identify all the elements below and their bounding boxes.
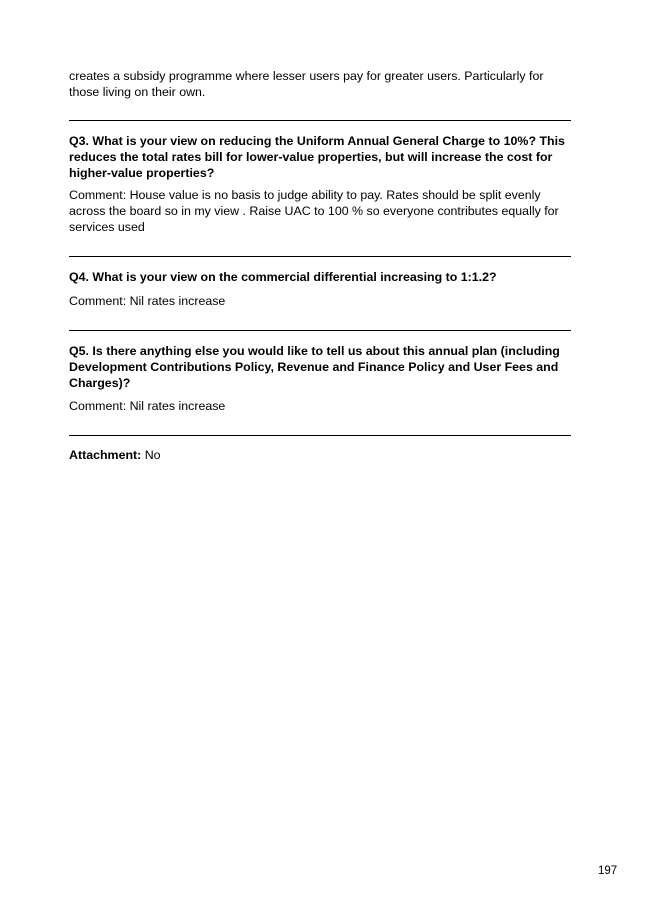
comment-q4: Comment: Nil rates increase (69, 294, 226, 308)
attachment-value: No (144, 448, 161, 462)
section-divider (69, 330, 571, 331)
comment-q3: Comment: House value is no basis to judge ability to pay. Rates should be split evenly across the board so in my view . Raise UAC to 100 % so everyone contributes equally for services used (69, 188, 559, 234)
intro-paragraph: creates a subsidy programme where lesser users pay for greater users. Particularly for those living on their own. (69, 69, 544, 99)
attachment-label: Attachment: (69, 448, 142, 462)
question-q5: Q5. Is there anything else you would like to tell us about this annual plan (including Development Contributions Policy, Revenue and Finance Policy and User Fees and Charges)? (69, 344, 560, 390)
question-q3: Q3. What is your view on reducing the Uniform Annual General Charge to 10%? This reduces the total rates bill for lower-value properties, but will increase the cost for higher-value properties? (69, 134, 565, 180)
attachment-line (69, 447, 571, 463)
page-number: 197 (598, 865, 618, 877)
document-content (69, 68, 571, 463)
section-divider (69, 435, 571, 436)
section-divider (69, 120, 571, 121)
comment-q5: Comment: Nil rates increase (69, 399, 226, 413)
section-divider (69, 256, 571, 257)
question-q4: Q4. What is your view on the commercial differential increasing to 1:1.2? (69, 270, 497, 284)
